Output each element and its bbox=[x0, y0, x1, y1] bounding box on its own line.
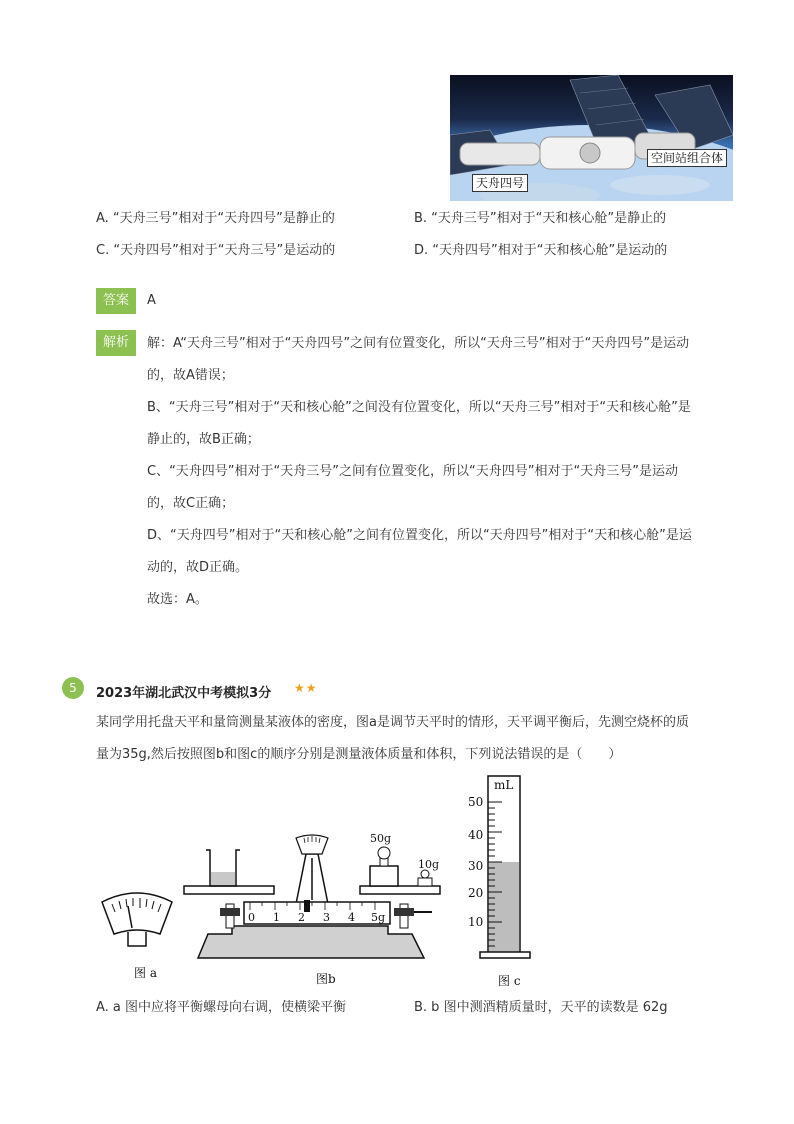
cylinder-tick-label: 30 bbox=[468, 859, 484, 873]
q4-option-a: A. “天舟三号”相对于“天舟四号”是静止的 bbox=[96, 211, 335, 226]
cylinder-tick-label: 10 bbox=[468, 915, 484, 929]
q5-option-b: B. b 图中测酒精质量时，天平的读数是 62g bbox=[414, 1000, 668, 1015]
ruler-tick-label: 4 bbox=[348, 911, 355, 924]
cylinder-unit-label: mL bbox=[494, 778, 514, 792]
figure-a-caption: 图 a bbox=[134, 966, 157, 980]
ruler-tick-label: 5g bbox=[371, 911, 386, 924]
question-stem-line: 量为35g,然后按照图b和图c的顺序分别是测量液体质量和体积，下列说法错误的是（ ） bbox=[96, 747, 622, 762]
cylinder-tick-label: 20 bbox=[468, 886, 484, 900]
cylinder-tick-label: 40 bbox=[468, 828, 484, 842]
cylinder-liquid bbox=[489, 862, 519, 952]
figure-b-balance bbox=[180, 828, 442, 962]
figure-b-caption: 图b bbox=[316, 972, 336, 986]
cylinder-tick-label: 50 bbox=[468, 795, 484, 809]
analysis-line: 静止的，故B正确； bbox=[147, 432, 260, 447]
ruler-tick-label: 0 bbox=[248, 911, 255, 924]
question-stem-line: 某同学用托盘天平和量筒测量某液体的密度，图a是调节天平时的情形，天平调平衡后，先测空烧杯的质 bbox=[96, 715, 689, 730]
answer-value: A bbox=[147, 293, 156, 308]
analysis-line: D、“天舟四号”相对于“天和核心舱”之间有位置变化，所以“天舟四号”相对于“天和核心舱”是运 bbox=[147, 528, 692, 543]
difficulty-stars-icon: ★★ bbox=[294, 681, 318, 695]
weight-50g-label: 50g bbox=[370, 832, 392, 845]
figure-c-caption: 图 c bbox=[498, 974, 521, 988]
ruler-tick-label: 2 bbox=[298, 911, 305, 924]
answer-tag: 答案 bbox=[96, 288, 136, 314]
analysis-tag: 解析 bbox=[96, 330, 136, 356]
analysis-line: C、“天舟四号”相对于“天舟三号”之间有位置变化，所以“天舟四号”相对于“天舟三号”是运动 bbox=[147, 464, 678, 479]
q5-option-a: A. a 图中应将平衡螺母向右调，使横梁平衡 bbox=[96, 1000, 347, 1015]
question-number-badge: 5 bbox=[62, 677, 84, 699]
analysis-line: 的，故C正确； bbox=[147, 496, 235, 511]
analysis-line: 解：A“天舟三号”相对于“天舟四号”之间有位置变化，所以“天舟三号”相对于“天舟四号”是运动 bbox=[147, 336, 690, 351]
analysis-line: 故选：A。 bbox=[147, 592, 208, 607]
analysis-line: 动的，故D正确。 bbox=[147, 560, 249, 575]
ruler-tick-label: 1 bbox=[273, 911, 280, 924]
space-station-photo bbox=[450, 75, 733, 201]
figure-a-scale bbox=[98, 890, 176, 950]
analysis-line: 的，故A错误； bbox=[147, 368, 234, 383]
figure-c-cylinder bbox=[466, 772, 542, 964]
label-tianzhou4: 天舟四号 bbox=[472, 174, 528, 192]
q4-option-b: B. “天舟三号”相对于“天和核心舱”是静止的 bbox=[414, 211, 667, 226]
question-source: 2023年湖北武汉中考模拟3分 bbox=[96, 686, 272, 701]
label-station-combo: 空间站组合体 bbox=[647, 149, 727, 167]
q4-option-c: C. “天舟四号”相对于“天舟三号”是运动的 bbox=[96, 243, 336, 258]
q4-option-d: D. “天舟四号”相对于“天和核心舱”是运动的 bbox=[414, 243, 668, 258]
analysis-line: B、“天舟三号”相对于“天和核心舱”之间没有位置变化，所以“天舟三号”相对于“天和核心舱”是 bbox=[147, 400, 691, 415]
ruler-tick-label: 3 bbox=[323, 911, 330, 924]
weight-10g-label: 10g bbox=[418, 858, 440, 871]
